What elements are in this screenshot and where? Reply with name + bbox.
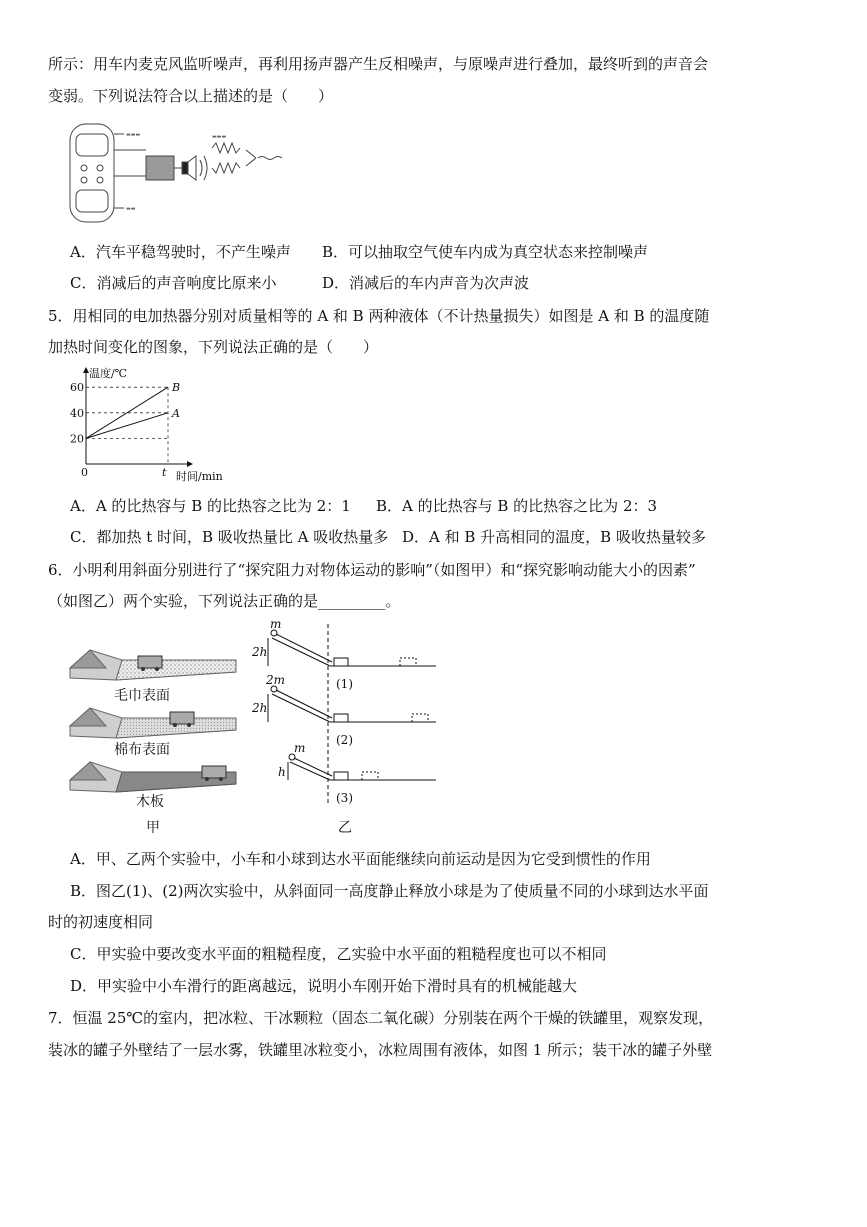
- height-label-1: 2h: [252, 645, 268, 659]
- q4-option-b: B．可以抽取空气使车内成为真空状态来控制噪声: [322, 243, 649, 261]
- surface-label-wood: 木板: [136, 794, 164, 810]
- q5-option-d: D．A 和 B 升高相同的温度，B 吸收热量较多: [402, 528, 706, 546]
- q7-stem-line1: 7．恒温 25℃的室内，把冰粒、干冰颗粒（固态二氧化碳）分别装在两个干燥的铁罐里，观察发现，: [48, 1009, 714, 1027]
- x-tick-label: t: [162, 466, 167, 479]
- setup-number-3: (3): [336, 791, 353, 805]
- q7-stem-line2: 装冰的罐子外壁结了一层水雾，铁罐里冰粒变小，冰粒周围有液体，如图 1 所示；装干冰的罐子外壁: [48, 1041, 713, 1059]
- q6-option-b-line1: B．图乙(1)、(2)两次实验中，从斜面同一高度静止释放小球是为了使质量不同的小球到达水平面: [70, 882, 709, 900]
- q6-figure-yi: [250, 614, 440, 840]
- q4-stem-line1: 所示：用车内麦克风监听噪声，再利用扬声器产生反相噪声，与原噪声进行叠加，最终听到的声音会: [48, 55, 709, 73]
- mass-label-2: 2m: [266, 673, 286, 687]
- y-tick-label: 60: [70, 381, 84, 395]
- series-line-A: [86, 413, 168, 439]
- q4-option-d: D．消减后的车内声音为次声波: [322, 274, 530, 292]
- y-axis-label: 温度/℃: [89, 367, 128, 380]
- setup-number-2: (2): [336, 733, 353, 747]
- q5-option-a: A．A 的比热容与 B 的比热容之比为 2：1: [70, 497, 351, 515]
- q5-stem-line1: 5．用相同的电加热器分别对质量相等的 A 和 B 两种液体（不计热量损失）如图是 A 和 B 的温度随: [48, 307, 710, 325]
- mass-label-3: m: [294, 741, 306, 755]
- series-label-B: B: [172, 381, 181, 395]
- y-tick-label: 20: [70, 432, 84, 446]
- q5-temperature-time-chart: [64, 364, 240, 486]
- q6-option-a: A．甲、乙两个实验中，小车和小球到达水平面能继续向前运动是因为它受到惯性的作用: [70, 850, 651, 868]
- q6-option-c: C．甲实验中要改变水平面的粗糙程度，乙实验中水平面的粗糙程度也可以不相同: [70, 945, 607, 963]
- figure-caption-jia: 甲: [146, 820, 160, 836]
- q6-option-b-line2: 时的初速度相同: [48, 913, 154, 931]
- q6-figure-jia: [66, 640, 246, 840]
- svg-text:▬▬: ▬▬: [126, 206, 136, 212]
- q5-option-c: C．都加热 t 时间，B 吸收热量比 A 吸收热量多: [70, 528, 389, 546]
- q5-stem-line2: 加热时间变化的图象，下列说法正确的是（ ）: [48, 338, 379, 356]
- mass-label-1: m: [270, 617, 282, 631]
- y-tick-label: 40: [70, 406, 84, 420]
- x-axis-label: 时间/min: [176, 470, 223, 483]
- q4-noise-cancel-figure: [66, 120, 296, 228]
- svg-text:▬▬▬: ▬▬▬: [126, 132, 141, 138]
- height-label-2: 2h: [252, 701, 268, 715]
- q4-option-c: C．消减后的声音响度比原来小: [70, 274, 277, 292]
- figure-caption-yi: 乙: [338, 820, 352, 836]
- q4-stem-line2: 变弱。下列说法符合以上描述的是（ ）: [48, 87, 334, 105]
- q6-stem-line2: （如图乙）两个实验，下列说法正确的是_________。: [48, 592, 401, 610]
- q6-option-d: D．甲实验中小车滑行的距离越远，说明小车刚开始下滑时具有的机械能越大: [70, 977, 578, 995]
- height-label-3: h: [278, 765, 286, 779]
- q5-option-b: B．A 的比热容与 B 的比热容之比为 2：3: [376, 497, 658, 515]
- surface-label-cotton: 棉布表面: [114, 742, 170, 758]
- surface-label-towel: 毛巾表面: [114, 688, 170, 704]
- q6-stem-line1: 6．小明利用斜面分别进行了“探究阻力对物体运动的影响”（如图甲）和“探究影响动能大小的因素”: [48, 561, 696, 579]
- svg-text:▬▬▬: ▬▬▬: [212, 134, 227, 140]
- series-label-A: A: [172, 406, 180, 420]
- x-tick-label: 0: [81, 466, 88, 479]
- setup-number-1: (1): [336, 677, 353, 691]
- q4-option-a: A．汽车平稳驾驶时，不产生噪声: [70, 243, 291, 261]
